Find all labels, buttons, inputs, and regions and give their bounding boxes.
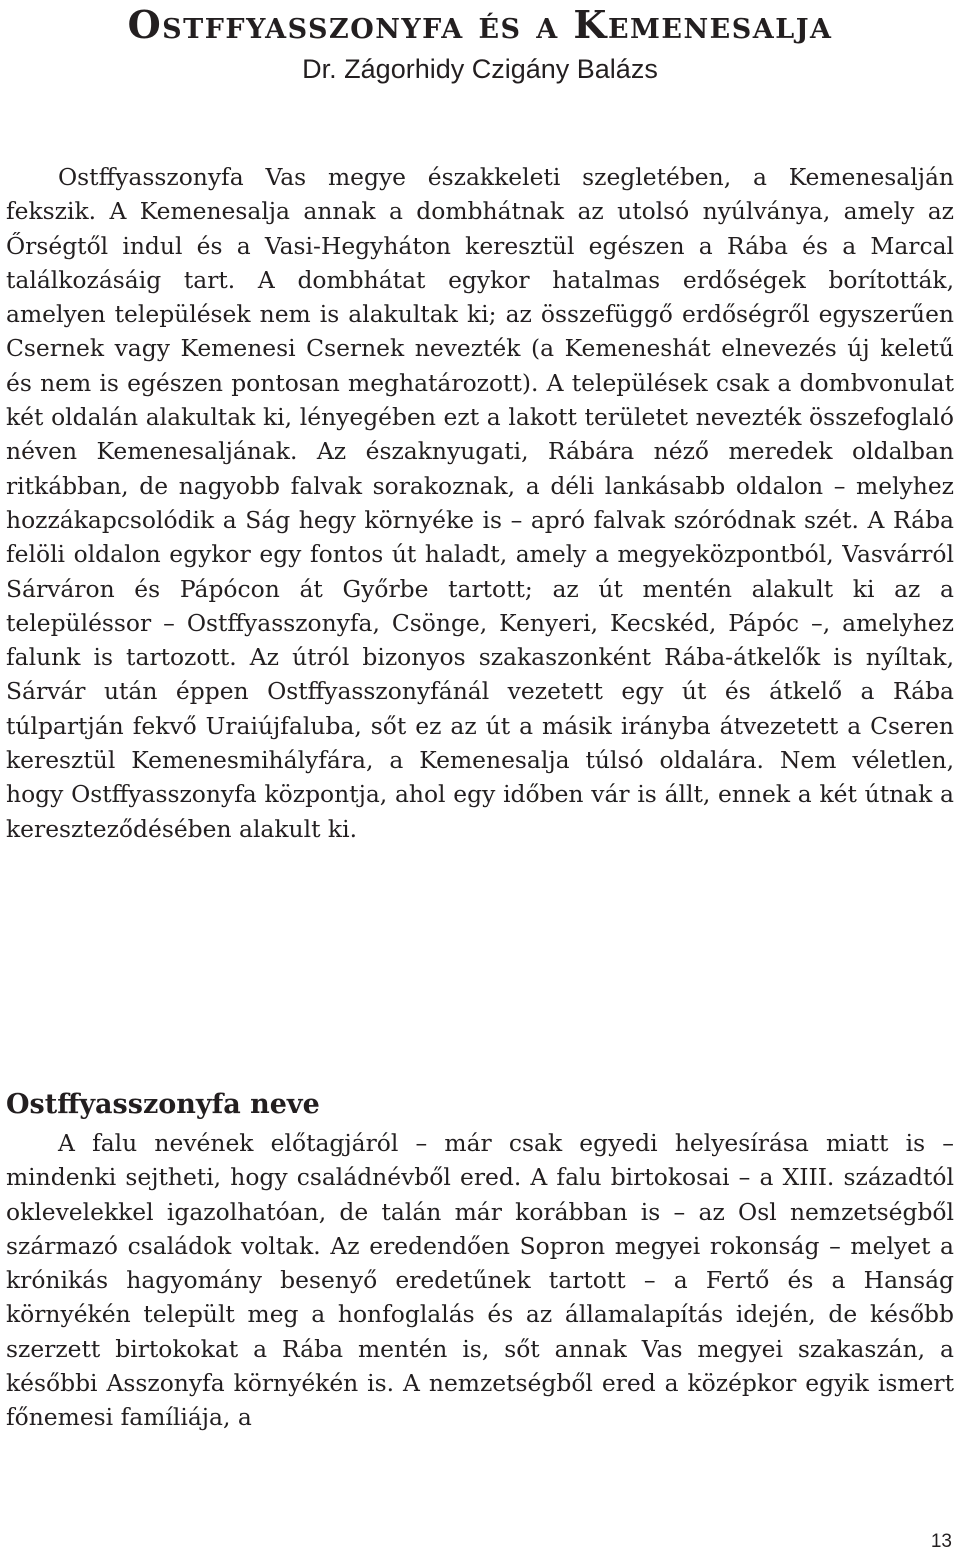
author-name: Dr. Zágorhidy Czigány Balázs (302, 54, 658, 84)
section-paragraph: A falu nevének előtagjáról – már csak egyedi helyesírása miatt is – mindenki sejtheti, hogy családnévből ered. A falu birtokosai – a XIII. századtól oklevelekkel igazolhatóan, de talán már korábban is – az Osl nemzetségből származó családok voltak. Az eredendően Sopron megyei rokonság – melyet a krónikás hagyomány besenyő eredetűnek tartott – a Fertő és a Hanság környékén települt meg a honfoglalás és az államalapítás idején, de később szerzett birtokokat a Rába mentén is, sőt annak Vas megyei szakaszán, a későbbi Asszonyfa környékén is. A nemzetségből ered a középkor egyik ismert főnemesi famíliája, a (6, 1129, 954, 1432)
section-heading: Ostffyasszonyfa neve (6, 1089, 320, 1120)
page-title: Ostffyasszonyfa és a Kemenesalja (127, 2, 833, 47)
intro-paragraph: Ostffyasszonyfa Vas megye északkeleti szegletében, a Kemenesalján fekszik. A Kemenesalja annak a dombhátnak az utolsó nyúlványa, amely az Őrségtől indul és a Vasi-Hegyháton keresztül egészen a Rába és a Marcal találkozásáig tart. A dombhátat egykor hatalmas erdőségek borították, amelyen települések nem is alakultak ki; az összefüggő erdőségről egyszerűen Csernek vagy Kemenesi Csernek nevezték (a Kemeneshát elnevezés új keletű és nem is egészen pontosan meghatározott). A települések csak a dombvonulat két oldalán alakultak ki, lényegében ezt a lakott területet nevezték összefoglaló néven Kemenesaljának. Az északnyugati, Rábára néző meredek oldalban ritkábban, de nagyobb falvak sorakoznak, a déli lankásabb oldalon – melyhez hozzákapcsolódik a Ság hegy környéke is – apró falvak szóródnak szét. A Rába felöli oldalon egykor egy fontos út haladt, amely a megyeközpontból, Vasvárról Sárváron és Pápócon át Győrbe tartott; az út mentén alakult ki az a településsor – Ostffyasszonyfa, Csönge, Kenyeri, Kecskéd, Pápóc –, amelyhez falunk is tartozott. Az útról bizonyos szakaszonként Rába-átkelők is nyíltak, Sárvár után éppen Ostffyasszonyfánál vezetett egy út és átkelő a Rába túlpartján fekvő Uraiújfaluba, sőt ez az út a másik irányba átvezetett a Cseren keresztül Kemenesmihályfára, a Kemenesalja túlsó oldalára. Nem véletlen, hogy Ostffyasszonyfa központja, ahol egy időben vár is állt, ennek a két útnak a kereszteződésében alakult ki. (6, 163, 954, 843)
page-number: 13 (930, 1531, 952, 1552)
